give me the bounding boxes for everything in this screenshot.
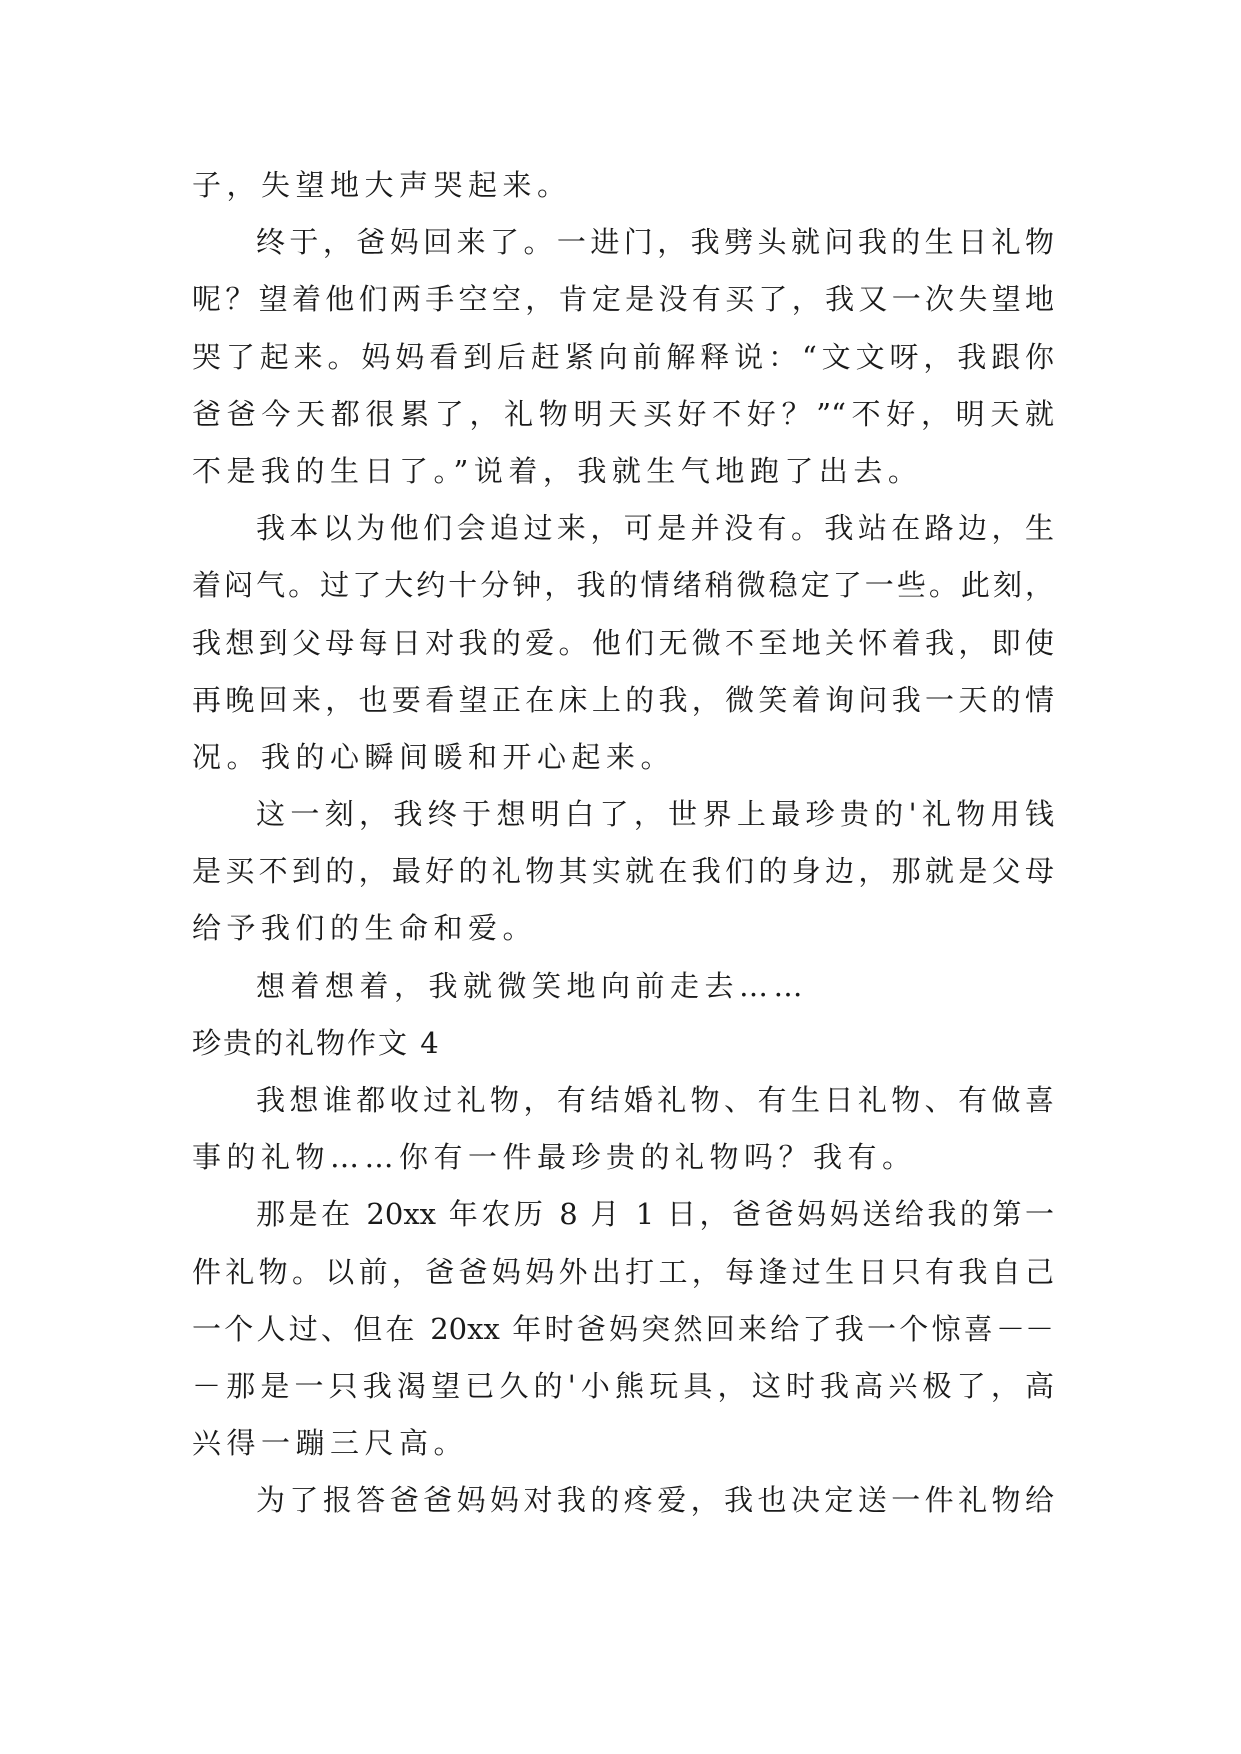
text-line: 件礼物。以前，爸爸妈妈外出打工，每逢过生日只有我自己 [192, 1254, 1054, 1289]
text-line: 一个人过、但在 20xx 年时爸妈突然回来给了我一个惊喜－－ [192, 1311, 1054, 1346]
text-line: 我想到父母每日对我的爱。他们无微不至地关怀着我，即使 [192, 625, 1054, 660]
document-body [192, 157, 1054, 1530]
text-line: 我本以为他们会追过来，可是并没有。我站在路边，生 [256, 511, 1054, 546]
text-line: 为了报答爸爸妈妈对我的疼爱，我也决定送一件礼物给 [256, 1483, 1054, 1518]
text-line: －那是一只我渴望已久的'小熊玩具，这时我高兴极了，高 [192, 1368, 1054, 1403]
text-line: 想着想着，我就微笑地向前走去…… [256, 968, 809, 1003]
section-heading: 珍贵的礼物作文 4 [192, 1025, 441, 1060]
text-line: 我想谁都收过礼物，有结婚礼物、有生日礼物、有做喜 [256, 1083, 1054, 1117]
text-line: 是买不到的，最好的礼物其实就在我们的身边，那就是父母 [192, 854, 1054, 889]
text-line: 着闷气。过了大约十分钟，我的情绪稍微稳定了一些。此刻， [192, 568, 1054, 603]
text-line: 不是我的生日了。”说着，我就生气地跑了出去。 [192, 453, 923, 488]
text-line: 再晚回来，也要看望正在床上的我，微笑着询问我一天的情 [192, 682, 1054, 717]
text-line: 那是在 20xx 年农历 8 月 1 日，爸爸妈妈送给我的第一 [256, 1197, 1054, 1232]
text-line: 给予我们的生命和爱。 [192, 911, 538, 946]
text-line: 呢？望着他们两手空空，肯定是没有买了，我又一次失望地 [192, 282, 1054, 317]
text-line: 这一刻，我终于想明白了，世界上最珍贵的'礼物用钱 [256, 797, 1054, 832]
text-line: 兴得一蹦三尺高。 [192, 1426, 469, 1461]
text-line: 况。我的心瞬间暖和开心起来。 [192, 739, 676, 774]
text-line: 终于，爸妈回来了。一进门，我劈头就问我的生日礼物 [256, 225, 1054, 260]
text-line: 子，失望地大声哭起来。 [192, 168, 572, 202]
text-line: 爸爸今天都很累了，礼物明天买好不好？”“不好，明天就 [192, 396, 1054, 431]
text-line: 哭了起来。妈妈看到后赶紧向前解释说：“文文呀，我跟你 [192, 339, 1054, 374]
text-line: 事的礼物……你有一件最珍贵的礼物吗？我有。 [192, 1140, 917, 1175]
